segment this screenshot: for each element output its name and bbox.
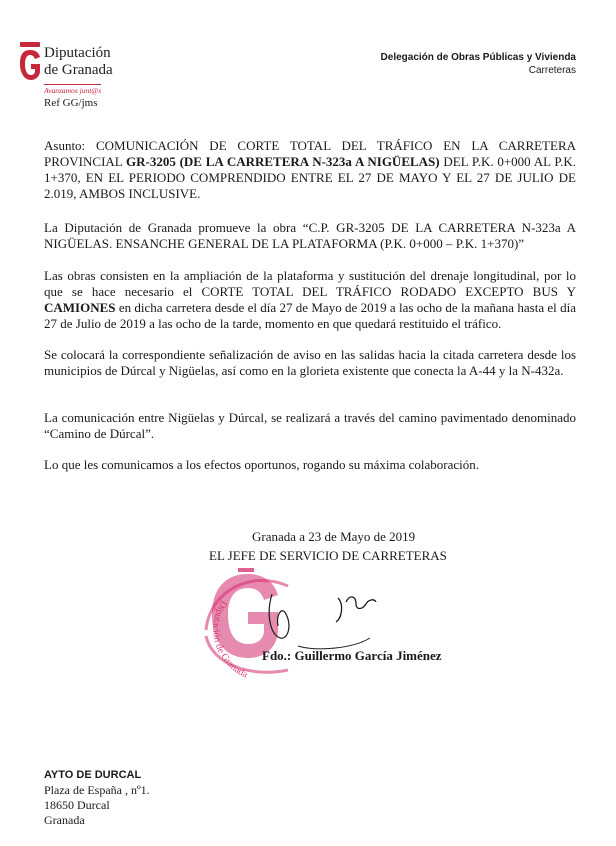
paragraph-works-bold: CAMIONES [44,300,116,315]
org-name-line1: Diputación [44,45,111,61]
org-tagline: Avanzamos junt@s [44,86,102,95]
diputacion-emblem-icon [18,40,44,86]
department-header [381,51,576,77]
department-section: Carreteras [528,65,576,76]
recipient-name: AYTO DE DURCAL [44,769,142,781]
subject [44,138,576,202]
paragraph-closing: Lo que les comunicamos a los efectos oportunos, rogando su máxima colaboración. [44,457,480,472]
paragraph-project: La Diputación de Granada promueve la obra “C.P. GR-3205 DE LA CARRETERA N-323a A NIGÜELAS. ENSANCHE GENERAL DE LA PLATAFORMA (P.K. 0+000 – P.K. 1+370)” [44,220,576,251]
paragraph-signage: Se colocará la correspondiente señalización de aviso en las salidas hacia la citada carretera desde los municipios de Dúrcal y Nigüelas, así como en la glorieta existente que conecta la A-44 y la N-432a. [44,347,576,378]
signer-name: Fdo.: Guillermo García Jiménez [262,648,442,663]
stamp-lettering: Diputación de Granada [210,598,250,681]
subject-text-b: DEL P.K. 0+000 AL P.K. 1+370, EN EL PERIODO COMPRENDIDO ENTRE EL 27 DE MAYO Y EL 27 DE JULIO DE 2.019, AMBOS INCLUSIVE. [44,154,576,201]
recipient-street: Plaza de España , nº1. [44,783,150,797]
paragraph-works-b: en dicha carretera desde el día 27 de Mayo de 2019 a las ocho de la mañana hasta el día 27 de Julio de 2019 a las ocho de la tarde, momento en que quedará restituido el tráfico. [44,300,576,331]
paragraph-works [44,268,576,332]
recipient-city: 18650 Durcal [44,798,110,812]
recipient-province: Granada [44,813,85,827]
signer-role: EL JEFE DE SERVICIO DE CARRETERAS [209,548,447,563]
paragraph-works-a: Las obras consisten en la ampliación de la plataforma y sustitución del drenaje longitudinal, por lo que se hace necesario el CORTE TOTAL DEL TRÁFICO RODADO EXCEPTO BUS Y [44,268,576,299]
paragraph-detour: La comunicación entre Nigüelas y Dúrcal, se realizará a través del camino pavimentado denominado “Camino de Dúrcal”. [44,410,576,441]
org-name [44,45,113,79]
recipient-address [44,768,150,828]
subject-road: GR-3205 (DE LA CARRETERA N-323a A NIGÜELAS) [126,154,440,169]
subject-text-a: Asunto: COMUNICACIÓN DE CORTE TOTAL DEL TRÁFICO EN LA CARRETERA PROVINCIAL [44,138,576,169]
place-date: Granada a 23 de Mayo de 2019 [252,529,416,544]
reference: Ref GG/jms [44,97,98,109]
org-name-line2: de Granada [44,62,113,78]
department-name: Delegación de Obras Públicas y Vivienda [380,52,576,63]
